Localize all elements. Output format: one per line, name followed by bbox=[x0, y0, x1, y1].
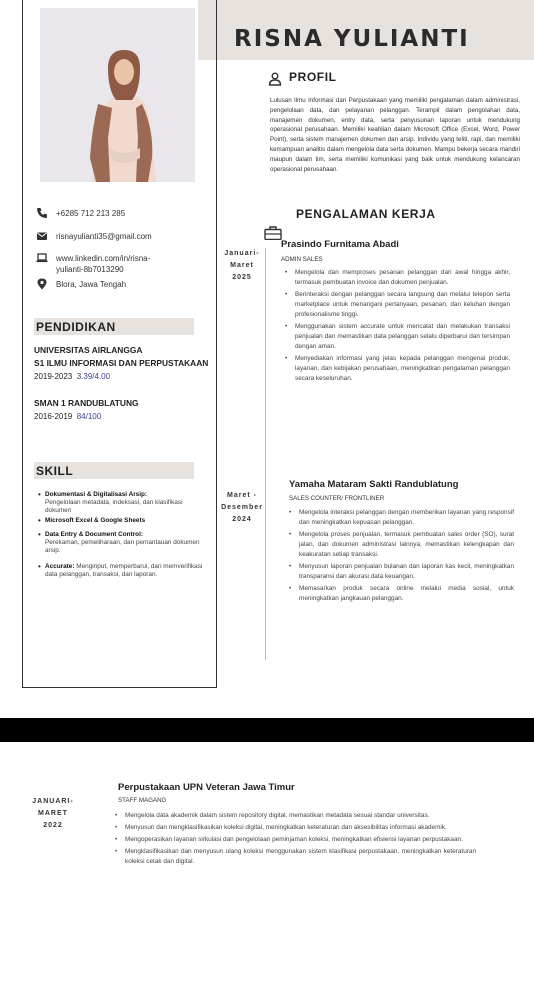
job-bullet: • Mengelola proses penjualan, termasuk pembuatan sales order (SO), surat jalan, dan dokumen administrasi lainnya, memastikan kelengkapan dan keakuratan setiap transaksi. bbox=[288, 530, 514, 560]
skill-heading: SKILL bbox=[36, 464, 74, 478]
job-date bbox=[28, 796, 78, 832]
phone-icon bbox=[36, 207, 48, 219]
skill-item bbox=[38, 517, 208, 525]
contact-phone bbox=[36, 208, 125, 219]
skill-list bbox=[38, 491, 208, 585]
skill-heading-band bbox=[34, 462, 194, 479]
skill-title: Accurate: bbox=[45, 563, 75, 570]
date-line: Maret - bbox=[227, 492, 257, 499]
mail-icon bbox=[36, 230, 48, 242]
company-name: Perpustakaan UPN Veteran Jawa Timur bbox=[118, 782, 295, 793]
job-role: ADMIN SALES bbox=[281, 256, 323, 263]
skill-title: Data Entry & Document Control: bbox=[45, 531, 143, 538]
education-item-1 bbox=[34, 344, 208, 383]
job-bullet: • Menyediakan informasi yang jelas kepada pelanggan mengenai produk, layanan, dan kebijakan perusahaan, meningkatkan pengalaman pelanggan secara keseluruhan. bbox=[284, 354, 510, 384]
resume-page-2 bbox=[0, 742, 534, 1000]
date-line: Desember bbox=[221, 504, 263, 511]
job-role: STAFF MAGANG bbox=[118, 797, 167, 804]
skill-item bbox=[38, 563, 208, 579]
date-line: MARET bbox=[38, 810, 68, 817]
job-bullet: • Menyusun dan mengklasifikasikan koleksi digital, meningkatkan keteraturan dan aksesibilitas informasi akademik. bbox=[114, 823, 476, 833]
date-line: 2022 bbox=[43, 822, 63, 829]
job-date bbox=[217, 248, 267, 284]
person-icon bbox=[268, 72, 282, 86]
profil-text: Lulusan Ilmu Informasi dan Perpustakaan yang memiliki pengalaman dalam administrasi, pengelolaan data, dan pelayanan pelanggan. Terampil dalam pengolahan data, manajemen dokumen, entry data, serta penyusunan laporan untuk mendukung operasional perusahaan. Memiliki keahlian dalam Microsoft Office (Excel, Word, Power Point), serta sistem manajemen dokumen dan arsip. Individu yang teliti, rapi, dan memiliki kemampuan analitis dalam mengelola data serta dokumen. Mampu bekerja secara mandiri maupun dalam tim, serta memiliki komunikasi yang baik untuk mendukung kelancaran operasional perusahaan. bbox=[270, 97, 520, 173]
job-bullet: • Memasarkan produk secara online melalui media sosial, untuk meningkatkan jangkauan pelanggan. bbox=[288, 584, 514, 604]
education-heading: PENDIDIKAN bbox=[36, 320, 116, 334]
job-bullet: • Mengelola data akademik dalam sistem repository digital, memastikan metadata sesuai standar universitas. bbox=[114, 811, 476, 821]
experience-heading: PENGALAMAN KERJA bbox=[296, 207, 436, 221]
education-item-2 bbox=[34, 397, 139, 423]
skill-desc: Pengelolaan metadata, indeksasi, dan klasifikasi dokumen bbox=[45, 499, 183, 514]
job-bullet: • Mengelola interaksi pelanggan dengan memberikan layanan yang responsif dan meningkatkan kepuasan pelanggan. bbox=[288, 508, 514, 528]
company-name: Yamaha Mataram Sakti Randublatung bbox=[289, 479, 459, 490]
school-years: 2016-2019 bbox=[34, 412, 73, 421]
laptop-icon bbox=[36, 252, 48, 264]
school-name: SMAN 1 RANDUBLATUNG bbox=[34, 398, 139, 408]
timeline-line bbox=[265, 248, 266, 660]
job-bullets bbox=[284, 268, 510, 386]
page-separator bbox=[0, 718, 534, 742]
job-bullet: • Menyusun laporan penjualan bulanan dan laporan kas kecil, meningkatkan transparansi dan akurasi data keuangan. bbox=[288, 562, 514, 582]
job-bullets bbox=[114, 811, 476, 869]
job-bullet: • Berinteraksi dengan pelanggan secara langsung dan melalui telepon serta marketplace untuk menangani pertanyaan, pesanan, dan keluhan dengan profesionalisme tinggi. bbox=[284, 290, 510, 320]
job-role: SALES COUNTER/ FRONTLINER bbox=[289, 495, 385, 502]
location-text: Blora, Jawa Tengah bbox=[56, 280, 127, 289]
education-heading-band bbox=[34, 318, 194, 335]
date-line: Januari- bbox=[224, 250, 260, 257]
school-gpa: 84/100 bbox=[76, 412, 102, 421]
school-gpa: 3.39/4.00 bbox=[76, 372, 111, 381]
skill-item bbox=[38, 531, 208, 555]
contact-linkedin bbox=[36, 253, 150, 275]
skill-item bbox=[38, 491, 208, 515]
profile-photo bbox=[40, 8, 195, 182]
job-date bbox=[217, 490, 267, 526]
date-line: 2025 bbox=[232, 274, 252, 281]
job-bullet: • Mengoperasikan layanan sirkulasi dan pengelolaan peminjaman koleksi, meningkatkan efisiensi layanan perpustakaan. bbox=[114, 835, 476, 845]
skill-desc: Perekaman, pemeliharaan, dan pemantauan dokumen arsip. bbox=[45, 539, 200, 554]
linkedin-line-1: www.linkedin.com/in/risna- bbox=[56, 254, 151, 263]
job-bullet: • Menggunakan sistem accurate untuk mencatat dan melakukan transaksi penjualan dan memastikan data pelanggan selalu diperbarui dan tersimpan dengan aman. bbox=[284, 322, 510, 352]
candidate-name: RISNA YULIANTI bbox=[234, 26, 470, 52]
skill-title: Microsoft Excel & Google Sheets bbox=[45, 517, 146, 524]
contact-email bbox=[36, 231, 152, 242]
location-pin-icon bbox=[36, 278, 48, 290]
job-bullet: • Mengelola dan memproses pesanan pelanggan dari awal hingga akhir, termasuk pembuatan invoice dan dokumen penjualan. bbox=[284, 268, 510, 288]
job-bullet: • Mengklasifikasikan dan menyusun ulang koleksi menggunakan sistem klasifikasi perpustakaan, meningkatkan keteraturan koleksi cetak dan digital. bbox=[114, 847, 476, 867]
school-name: UNIVERSITAS AIRLANGGA bbox=[34, 345, 143, 355]
linkedin-text bbox=[56, 253, 150, 275]
briefcase-icon bbox=[264, 226, 282, 240]
school-years: 2019-2023 bbox=[34, 372, 73, 381]
email-text: risnayulianti35@gmail.com bbox=[56, 232, 152, 241]
linkedin-line-2: yulianti-8b7013290 bbox=[56, 265, 124, 274]
skill-desc: Menginput, memperbarui, dan memverifikasi data pelanggan, transaksi, dan laporan. bbox=[45, 563, 203, 578]
school-major: S1 ILMU INFORMASI DAN PERPUSTAKAAN bbox=[34, 358, 209, 368]
contact-location bbox=[36, 279, 126, 290]
date-line: JANUARI- bbox=[32, 798, 74, 805]
date-line: Maret bbox=[230, 262, 254, 269]
skill-title: Dokumentasi & Digitalisasi Arsip: bbox=[45, 491, 148, 498]
phone-text: +6285 712 213 285 bbox=[56, 209, 126, 218]
profil-heading: PROFIL bbox=[289, 70, 337, 84]
job-bullets bbox=[288, 508, 514, 606]
company-name: Prasindo Furnitama Abadi bbox=[281, 239, 399, 250]
date-line: 2024 bbox=[232, 516, 252, 523]
